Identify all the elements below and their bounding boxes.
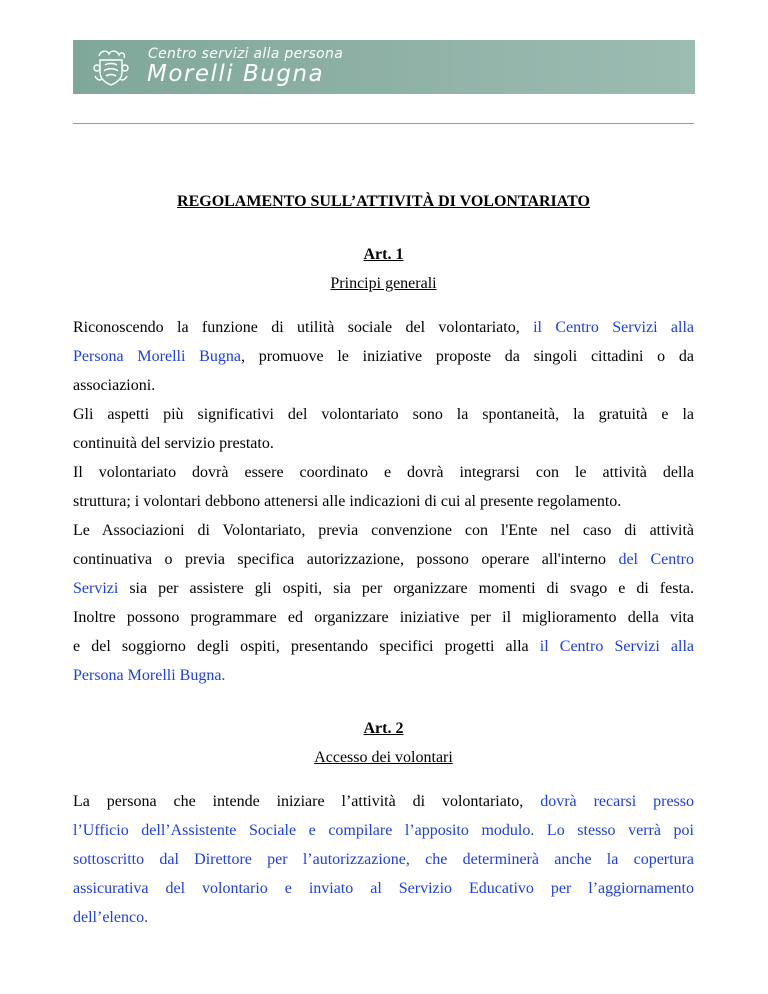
art2-line: sottoscritto dal Direttore per l’autorizzazione, che determinerà anche la copertura: [73, 851, 694, 868]
art1-line: continuità del servizio prestato.: [73, 435, 274, 452]
header-divider: [73, 123, 694, 124]
art2-line: l’Ufficio dell’Assistente Sociale e compilare l’apposito modulo. Lo stesso verrà poi: [73, 822, 694, 839]
center-link: il Centro Servizi alla: [533, 319, 694, 336]
art1-line: Persona Morelli Bugna, promuove le iniziative proposte da singoli cittadini o da: [73, 348, 695, 365]
header-banner: [73, 40, 695, 94]
document-title: REGOLAMENTO SULL’ATTIVITÀ DI VOLONTARIATO: [177, 193, 590, 210]
art1-line: Il volontariato dovrà essere coordinato e dovrà integrarsi con le attività della: [73, 464, 694, 481]
art1-line: Gli aspetti più significativi del volontariato sono la spontaneità, la gratuità e la: [73, 406, 694, 423]
art2-line: dell’elenco.: [73, 909, 149, 926]
center-link: Servizi: [73, 580, 119, 597]
coat-of-arms-icon: [91, 46, 131, 88]
art1-line: [73, 666, 694, 686]
art1-line: Riconoscendo la funzione di utilità sociale del volontariato, il Centro Servizi alla: [73, 319, 694, 336]
brand-name: Morelli Bugna: [147, 61, 325, 87]
brand-subtitle: Centro servizi alla persona: [148, 46, 344, 62]
art2-line: assicurativa del volontario e inviato al Servizio Educativo per l’aggiornamento: [73, 880, 694, 897]
art1-line: Servizi sia per assistere gli ospiti, sia per organizzare momenti di svago e di festa.: [73, 580, 694, 597]
center-link: il Centro Servizi alla: [539, 638, 694, 655]
center-link: Persona Morelli Bugna: [73, 348, 241, 365]
center-link: del Centro: [618, 551, 695, 568]
art2-line: La persona che intende iniziare l’attività di volontariato, dovrà recarsi presso: [73, 793, 695, 810]
article-2-number: Art. 2: [363, 720, 404, 737]
article-2-subtitle: Accesso dei volontari: [314, 749, 453, 766]
art1-line: e del soggiorno degli ospiti, presentando specifici progetti alla il Centro Servizi alla: [73, 638, 694, 655]
article-1-number: Art. 1: [363, 246, 404, 263]
art1-line: associazioni.: [73, 377, 156, 394]
art1-line: Inoltre possono programmare ed organizzare iniziative per il miglioramento della vita: [73, 609, 694, 626]
center-link: Persona Morelli Bugna.: [73, 667, 226, 684]
art1-line: continuativa o previa specifica autorizzazione, possono operare all'interno del Centro: [73, 551, 695, 568]
art1-line: Le Associazioni di Volontariato, previa convenzione con l'Ente nel caso di attività: [73, 522, 694, 539]
article-1-subtitle: Principi generali: [330, 275, 437, 292]
art1-line: struttura; i volontari debbono attenersi alle indicazioni di cui al presente regolamento.: [73, 493, 622, 510]
